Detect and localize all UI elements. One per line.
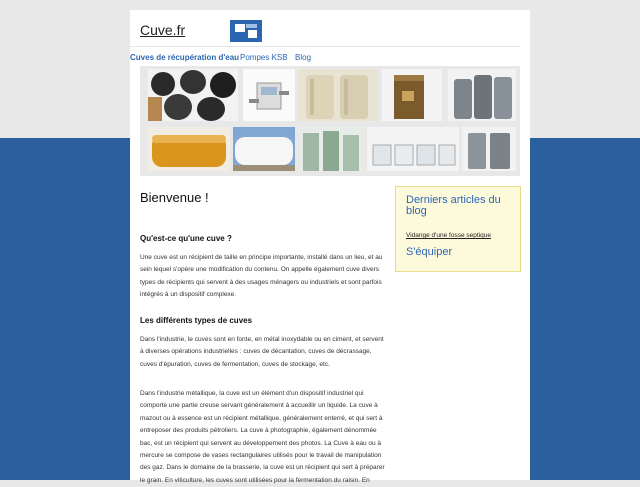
site-header (140, 22, 520, 48)
metal-tank-photo[interactable] (382, 69, 442, 121)
ibc-tanks-photo[interactable] (367, 127, 459, 171)
sidebar (395, 186, 521, 272)
grey-tanks-photo[interactable] (462, 127, 516, 171)
paragraph: Dans l'industrie métallique, la cuve est un élément d'un dispositif industriel qui comporte une partie creuse servant généralement à accueillir un liquide. La cuve à mazout ou à essence est un récipient métallique, généralement enterré, et qui sert à entreposer des produits pétroliers. La cuve à photographie, également dénommée bac, est un récipient qui servent au développement des photos. La Cuve à eau ou à mercure se compose de vases rectangulaires utilisés pour le travail de manipulation des gaz. Dans le domaine de la brasserie, la cuve est un récipient qui sert à préparer le grain. En viticulture, les cuves sont utilisées pour la fermentation du raisin. En (140, 390, 385, 484)
fuel-tanks-photo[interactable] (448, 69, 516, 121)
nav-item-blog[interactable]: Blog (295, 53, 312, 62)
green-silos-photo[interactable] (299, 127, 363, 171)
section-heading: Qu'est-ce qu'une cuve ? (140, 234, 232, 243)
pump-photo[interactable] (243, 69, 295, 121)
tires-photo[interactable] (148, 69, 238, 121)
recent-articles-title: Derniers articles du blog (406, 194, 501, 217)
orange-tank-photo[interactable] (148, 127, 230, 171)
section-heading: Les différents types de cuves (140, 316, 253, 325)
plastic-tanks-photo[interactable] (298, 69, 378, 121)
site-title-link[interactable]: Cuve.fr (140, 22, 186, 38)
recent-article-link[interactable]: Vidange d'une fosse septique (406, 232, 491, 239)
nav-item-pompes[interactable]: Pompes KSB (240, 53, 288, 62)
site-logo-icon[interactable] (230, 20, 262, 42)
nav-item-cuves[interactable]: Cuves de récupération d'eau (130, 53, 240, 62)
main-nav (130, 46, 520, 67)
photo-gallery (140, 66, 520, 176)
white-tank-photo[interactable] (233, 127, 295, 171)
equip-title: S'équiper (406, 246, 453, 258)
page-container (130, 10, 530, 484)
paragraph: Dans l'industrie, le cuves sont en fonte, en métal inoxydable ou en ciment, et servent à diverses opérations industrielles : cuves de décantation, cuves de décrassage, cuves d'épuration, cuves de fermentation, cuves de stockage, etc. (140, 336, 384, 368)
paragraph: Une cuve est un récipient de taille en principe importante, installé dans un lieu, et au sein lequel s'opère une modification du contenu. On appelle également cuve divers types de récipients qui servent à des usages ménagers ou industriels et sont parfois intégrés à un dispositif complexe. (140, 254, 383, 299)
page-title: Bienvenue ! (140, 190, 209, 205)
